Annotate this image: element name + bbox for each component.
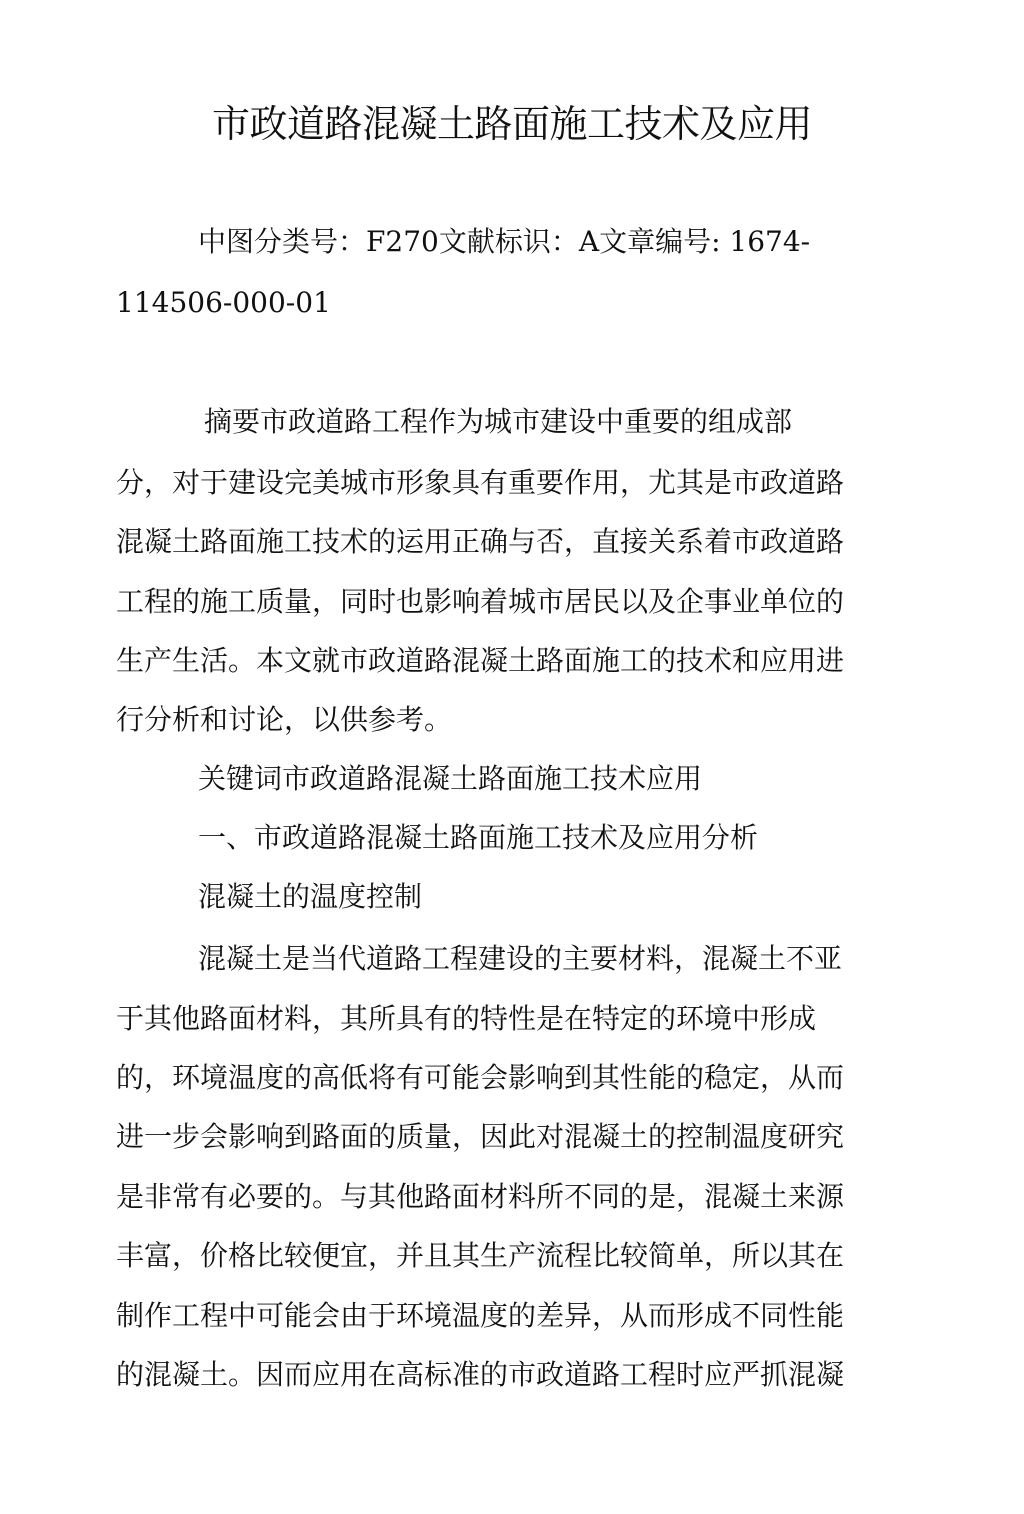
body-line: 的混凝土。因而应用在高标准的市政道路工程时应严抓混凝: [116, 1358, 845, 1391]
abstract-line: 摘要市政道路工程作为城市建设中重要的组成部: [204, 405, 793, 438]
body-line: 是非常有必要的。与其他路面材料所不同的是，混凝土来源: [116, 1180, 845, 1213]
section-heading: 一、市政道路混凝土路面施工技术及应用分析: [198, 821, 759, 854]
classification-line-1: 中图分类号：F270文献标识：A文章编号: 1674-: [198, 225, 811, 258]
abstract-line: 工程的施工质量，同时也影响着城市居民以及企事业单位的: [116, 585, 845, 618]
abstract-line: 分，对于建设完美城市形象具有重要作用，尤其是市政道路: [116, 466, 845, 499]
body-line: 于其他路面材料，其所具有的特性是在特定的环境中形成: [116, 1002, 817, 1035]
body-line: 混凝土是当代道路工程建设的主要材料，混凝土不亚: [198, 942, 843, 975]
body-line: 丰富，价格比较便宜，并且其生产流程比较简单，所以其在: [116, 1239, 845, 1272]
abstract-line: 混凝土路面施工技术的运用正确与否，直接关系着市政道路: [116, 525, 845, 558]
keywords-line: 关键词市政道路混凝土路面施工技术应用: [198, 762, 703, 795]
document-title: 市政道路混凝土路面施工技术及应用: [211, 102, 812, 146]
subsection-heading: 混凝土的温度控制: [198, 880, 423, 913]
body-line: 制作工程中可能会由于环境温度的差异，从而形成不同性能: [116, 1299, 845, 1332]
body-line: 的，环境温度的高低将有可能会影响到其性能的稳定，从而: [116, 1061, 845, 1094]
abstract-line: 行分析和讨论，以供参考。: [116, 703, 453, 736]
abstract-line: 生产生活。本文就市政道路混凝土路面施工的技术和应用进: [116, 644, 845, 677]
classification-line-2: 114506-000-01: [116, 286, 331, 319]
body-line: 进一步会影响到路面的质量，因此对混凝土的控制温度研究: [116, 1120, 845, 1153]
